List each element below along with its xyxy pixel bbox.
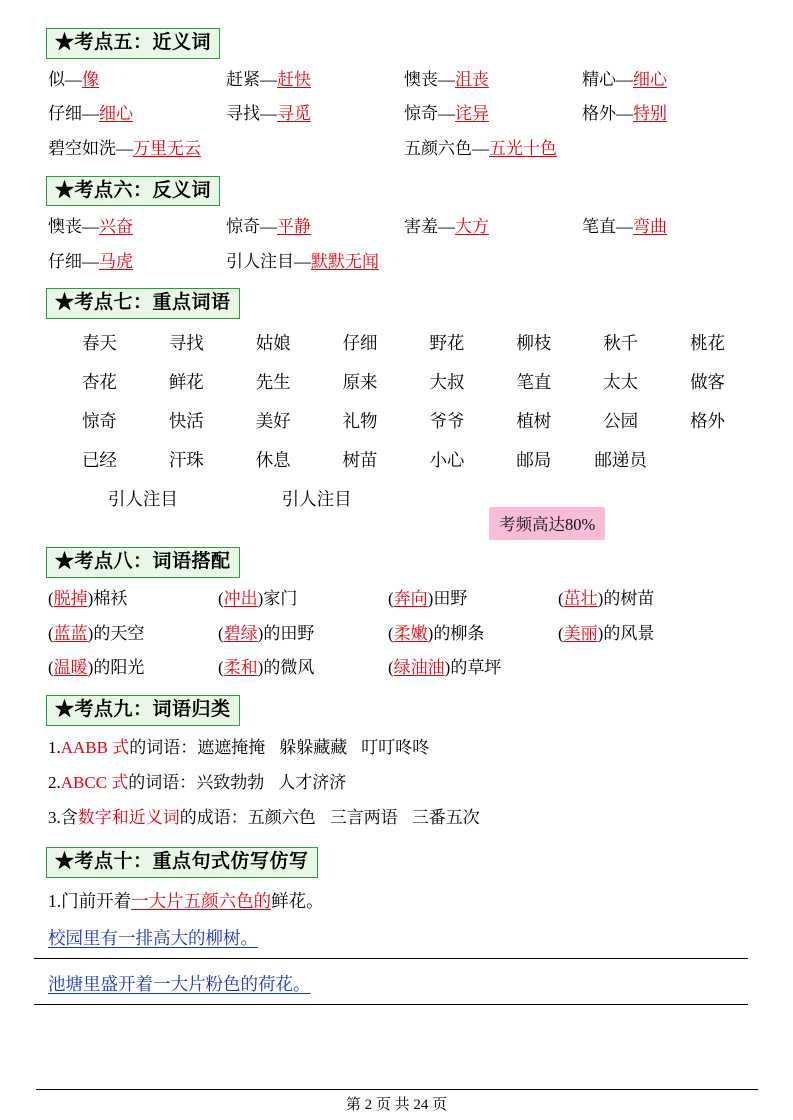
sentence-answer: 校园里有一排高大的柳树。 [48, 928, 258, 949]
keyword: 做客 [690, 372, 726, 393]
sentence-answer-line [34, 967, 748, 1005]
keyword: 春天 [81, 333, 117, 354]
keyword: 大叔 [429, 372, 465, 393]
word-pair: 碧空如洗—万里无云 [48, 138, 201, 158]
section-heading-synonyms: ★考点五：近义词 [46, 28, 220, 59]
word-pair: 仔细—马虎 [48, 251, 133, 271]
page-footer: 第 2 页 共 24 页 [36, 1089, 758, 1114]
keyword: 已经 [81, 450, 117, 471]
sentence-answer: 池塘里盛开着一大片粉色的荷花。 [48, 974, 311, 995]
keyword: 引人注目 [107, 489, 178, 510]
classify-item: 1.AABB 式的词语：遮遮掩掩 躲躲藏藏 叮叮咚咚 [48, 737, 430, 757]
keyword: 杏花 [81, 372, 117, 393]
collocation-item: (奔向)田野 [388, 588, 468, 608]
keyword: 姑娘 [255, 333, 291, 354]
antonym-row [34, 212, 759, 243]
word-pair: 格外—特别 [582, 104, 667, 124]
synonym-row-wide [34, 134, 759, 165]
collocation-item: (绿油油)的草坪 [388, 658, 502, 678]
collocation-row [34, 653, 759, 684]
keyword: 鲜花 [168, 372, 204, 393]
keyword: 快活 [168, 411, 204, 432]
keyword: 原来 [342, 372, 378, 393]
word-pair: 似—像 [48, 69, 99, 89]
word-pair: 害羞—大方 [404, 217, 489, 237]
keyword: 仔细 [342, 333, 378, 354]
classify-item: 2.ABCC 式的词语：兴致勃勃 人才济济 [48, 772, 347, 792]
keyword: 爷爷 [429, 411, 465, 432]
word-pair: 寻找—寻觅 [226, 104, 311, 124]
collocation-item: (碧绿)的田野 [218, 623, 315, 643]
keyword: 寻找 [168, 333, 204, 354]
section-heading-sentence-pattern: ★考点十：重点句式仿写仿写 [46, 847, 318, 878]
frequency-badge: 考频高达80% [489, 507, 605, 540]
word-pair: 仔细—细心 [48, 104, 133, 124]
collocation-item: (温暖)的阳光 [48, 658, 145, 678]
collocation-item: (脱掉)棉袄 [48, 588, 128, 608]
antonym-row [34, 247, 759, 278]
highlight-row [34, 513, 759, 547]
keyword: 汗珠 [168, 450, 204, 471]
keyword: 太太 [603, 372, 639, 393]
keyword: 休息 [255, 450, 291, 471]
word-pair: 懊丧—沮丧 [404, 69, 489, 89]
collocation-row [34, 619, 759, 650]
keyword: 植树 [516, 411, 552, 432]
collocation-item: (冲出)家门 [218, 588, 298, 608]
word-pair: 精心—细心 [582, 69, 667, 89]
word-pair: 惊奇—平静 [226, 217, 311, 237]
keyword: 树苗 [342, 450, 378, 471]
keyword: 礼物 [342, 411, 378, 432]
keyword: 邮递员 [594, 450, 647, 471]
keyword: 小心 [429, 450, 465, 471]
word-pair: 笔直—弯曲 [582, 217, 667, 237]
collocation-item: (美丽)的风景 [558, 623, 655, 643]
synonym-row [34, 65, 759, 96]
collocation-item: (柔嫩)的柳条 [388, 623, 485, 643]
keyword: 野花 [429, 333, 465, 354]
keyword: 秋千 [603, 333, 639, 354]
keyword: 格外 [690, 411, 726, 432]
word-pair: 懊丧—兴奋 [48, 217, 133, 237]
classify-item: 3.含数字和近义词的成语：五颜六色 三言两语 三番五次 [48, 808, 480, 828]
collocation-item: (茁壮)的树苗 [558, 588, 655, 608]
keyword: 桃花 [690, 333, 726, 354]
keyword: 邮局 [516, 450, 552, 471]
keyword: 笔直 [516, 372, 552, 393]
keyword: 柳枝 [516, 333, 552, 354]
keyword: 公园 [603, 411, 639, 432]
collocation-item: (柔和)的微风 [218, 658, 315, 678]
collocation-item: (蓝蓝)的天空 [48, 623, 145, 643]
word-pair: 惊奇—诧异 [404, 104, 489, 124]
keyword: 惊奇 [81, 411, 117, 432]
word-pair: 赶紧—赶快 [226, 69, 311, 89]
sentence-example: 1.门前开着一大片五颜六色的鲜花。 [48, 891, 324, 912]
keyword: 先生 [255, 372, 291, 393]
collocation-row [34, 584, 759, 615]
section-heading-antonyms: ★考点六：反义词 [46, 176, 220, 207]
section-heading-collocation: ★考点八：词语搭配 [46, 547, 240, 578]
synonym-row [34, 99, 759, 130]
sentence-answer-line [34, 921, 748, 959]
word-pair: 引人注目—默默无闻 [226, 251, 379, 271]
section-heading-keywords: ★考点七：重点词语 [46, 288, 240, 319]
word-pair: 五颜六色—五光十色 [404, 138, 557, 158]
section-heading-classify: ★考点九：词语归类 [46, 695, 240, 726]
keyword: 美好 [255, 411, 291, 432]
keyword-grid [34, 325, 759, 513]
keyword: 引人注目 [281, 489, 352, 510]
